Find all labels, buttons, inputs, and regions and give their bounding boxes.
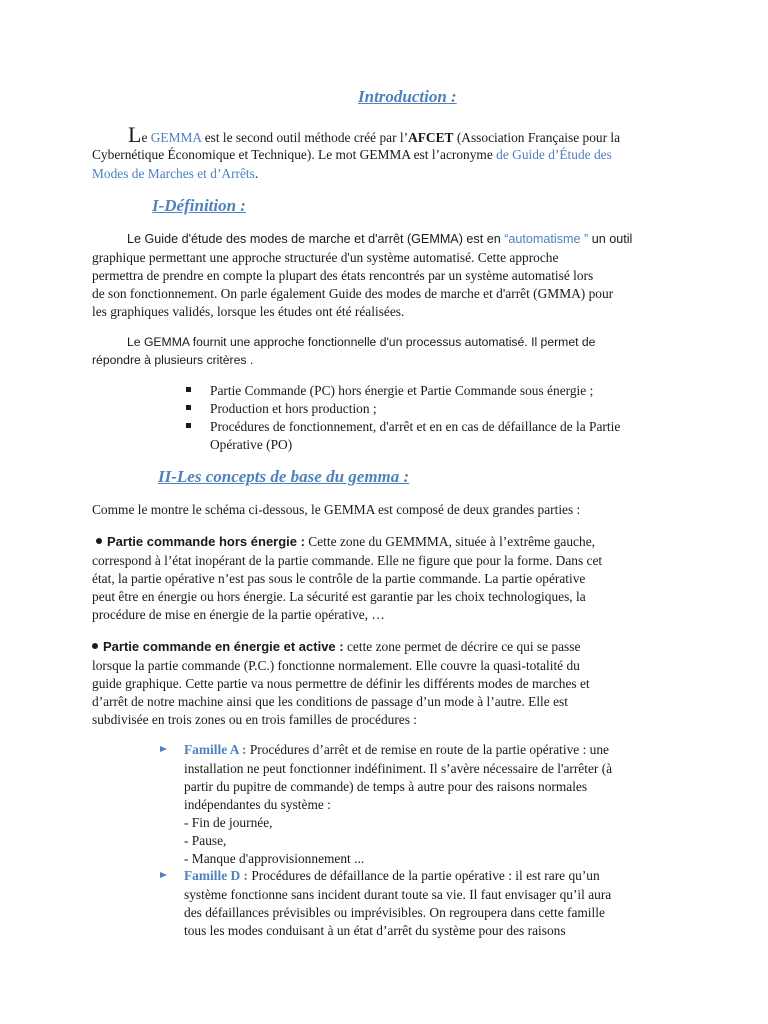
def-p1-line-2: graphique permettant une approche structurée d'un système automatisé. Cette approche — [92, 250, 559, 265]
famille-a-line-5: - Fin de journée, — [184, 815, 273, 830]
arrow-bullet-icon — [160, 872, 167, 878]
def-p1-line-5: les graphiques validés, lorsque les études ont été réalisées. — [92, 304, 405, 319]
famille-d-line-2: système fonctionne sans incident durant toute sa vie. Il faut envisager qu’il aura — [184, 887, 612, 902]
famille-a-line-6: - Pause, — [184, 833, 227, 848]
famille-a-line-7: - Manque d'approvisionnement ... — [184, 851, 365, 866]
automatisme-term: “automatisme ” — [504, 232, 589, 246]
part-b-line-2: lorsque la partie commande (P.C.) fonctionne normalement. Elle couvre la quasi-totalité du — [92, 658, 580, 673]
famille-a-line-3: partir du pupitre de commande) de temps à autre pour des raisons normales — [184, 779, 588, 794]
part-b-line-4: d’arrêt de notre machine ainsi que les conditions de passage d’un mode à l’autre. Elle est — [92, 694, 568, 709]
part-b-line-5: subdivisée en trois zones ou en trois familles de procédures : — [92, 712, 418, 727]
part-a-line-4: peut être en énergie ou hors énergie. La sécurité est garantie par les choix technologiques, la — [92, 589, 586, 604]
concepts-intro: Comme le montre le schéma ci-dessous, le GEMMA est composé de deux grandes parties : — [92, 502, 581, 517]
criteria-item-continuation: Opérative (PO) — [210, 437, 293, 452]
intro-drop-letter: L — [128, 122, 142, 147]
famille-a-line-4: indépendantes du système : — [184, 797, 331, 812]
part-a-line-1: Partie commande hors énergie : Cette zone du GEMMMA, située à l’extrême gauche, — [96, 532, 595, 551]
famille-d-line-3: des défaillances prévisibles ou imprévisibles. On regroupera dans cette famille — [184, 905, 605, 920]
part-a-line-2: correspond à l’état inopérant de la partie commande. Elle ne figure que pour la forme. Dans cet — [92, 553, 603, 568]
part-b-line-1: Partie commande en énergie et active : cette zone permet de décrire ce qui se passe — [92, 637, 580, 656]
intro-line-3: Modes de Marches et d’Arrêts. — [92, 166, 259, 181]
intro-heading: Introduction : — [358, 87, 457, 106]
gemma-term: GEMMA — [150, 130, 202, 145]
def-p2-line-2: répondre à plusieurs critères . — [92, 353, 254, 367]
square-bullet-icon — [186, 423, 191, 428]
famille-d-item: Famille D : Procédures de défaillance de la partie opérative : il est rare qu’un — [184, 867, 600, 885]
famille-a-label: Famille A : — [184, 742, 247, 757]
part-a-line-5: procédure de mise en énergie de la partie opérative, … — [92, 607, 385, 622]
part-b-title: Partie commande en énergie et active : — [103, 639, 344, 654]
square-bullet-icon — [186, 405, 191, 410]
intro-line-2: Cybernétique Économique et Technique). Le mot GEMMA est l’acronyme de Guide d’Étude des — [92, 147, 612, 162]
part-a-title: Partie commande hors énergie : — [107, 534, 305, 549]
gemma-definition-1: de Guide d’Étude des — [496, 147, 612, 162]
def-p1-line-4: de son fonctionnement. On parle également Guide des modes de marche et d'arrêt (GMMA) pour — [92, 286, 614, 301]
arrow-bullet-icon — [160, 746, 167, 752]
part-b-line-3: guide graphique. Cette partie va nous permettre de définir les différents modes de marches et — [92, 676, 590, 691]
intro-line-1: Le GEMMA est le second outil méthode créé par l’AFCET (Association Française pour la — [128, 122, 621, 147]
bullet-dot-icon — [96, 538, 102, 544]
famille-d-line-4: tous les modes conduisant à un état d’arrêt du système pour des raisons — [184, 923, 566, 938]
def-p1-line-1: Le Guide d'étude des modes de marche et d'arrêt (GEMMA) est en “automatisme ” un outil — [127, 232, 633, 246]
part-a-line-3: état, la partie opérative n’est pas sous le contrôle de la partie commande. La partie opérative — [92, 571, 586, 586]
famille-d-label: Famille D : — [184, 868, 248, 883]
def-p2-line-1: Le GEMMA fournit une approche fonctionnelle d'un processus automatisé. Il permet de — [127, 335, 596, 349]
bullet-dot-icon — [92, 643, 98, 649]
square-bullet-icon — [186, 387, 191, 392]
definition-heading: I-Définition : — [152, 196, 246, 215]
criteria-item: Partie Commande (PC) hors énergie et Partie Commande sous énergie ; — [210, 382, 593, 399]
famille-a-item: Famille A : Procédures d’arrêt et de remise en route de la partie opérative : une — [184, 741, 609, 759]
concepts-heading: II-Les concepts de base du gemma : — [158, 467, 410, 486]
criteria-item: Production et hors production ; — [210, 400, 377, 417]
afcet-term: AFCET — [408, 130, 454, 145]
criteria-item: Procédures de fonctionnement, d'arrêt et en en cas de défaillance de la Partie — [210, 418, 620, 435]
gemma-definition-2: Modes de Marches et d’Arrêts — [92, 166, 255, 181]
def-p1-line-3: permettra de prendre en compte la plupart des états rencontrés par un système automatisé lors — [92, 268, 594, 283]
famille-a-line-2: installation ne peut fonctionner indéfiniment. Il s’avère nécessaire de l'arrêter (à — [184, 761, 613, 776]
